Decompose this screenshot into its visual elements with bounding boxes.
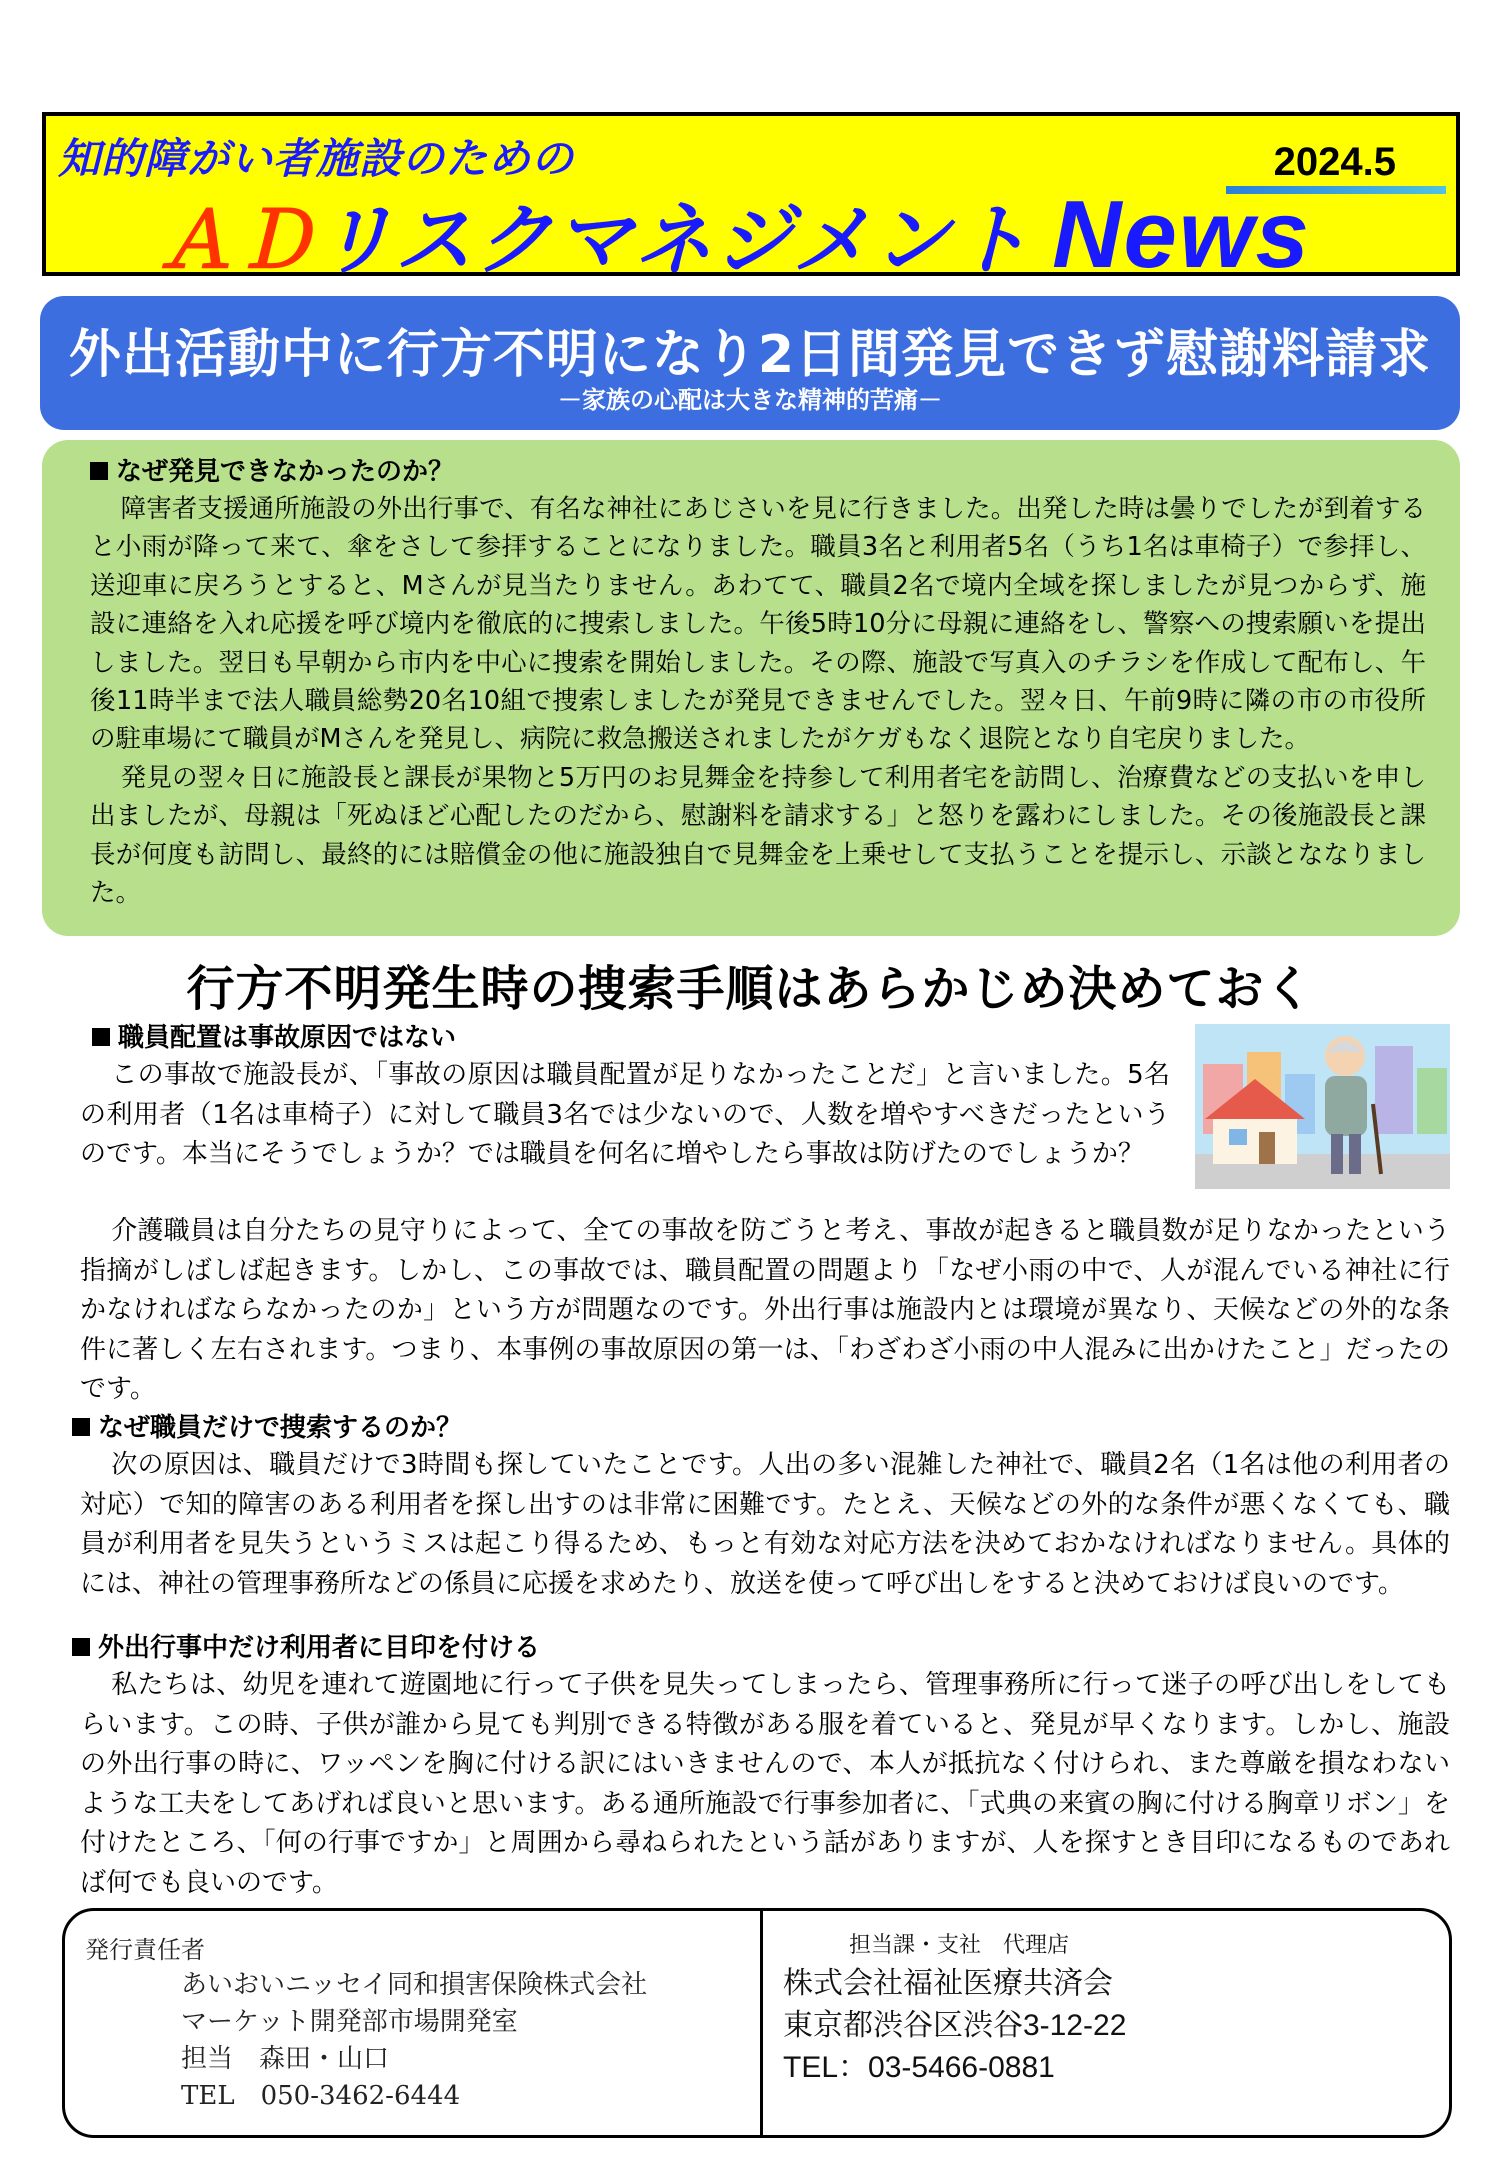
story-paragraph-1: 障害者支援通所施設の外出行事で、有名な神社にあじさいを見に行きました。出発した時は曇りでしたが到着すると小雨が降って来て、傘をさして参拝することになりました。職員3名と利用者5名（うち1名は車椅子）で参拝し、送迎車に戻ろうとすると、Mさんが見当たりません。あわてて、職員2名で境内全域を探しましたが見つからず、施設に連絡を入れ応援を呼び境内を徹底的に捜索しました。午後5時10分に母親に連絡をし、警察への捜索願いを提出しました。翌日も早朝から市内を中心に捜索を開始しました。その際、施設で写真入のチラシを作成して配布し、午後11時半まで法人職員総勢20名10組で捜索しましたが発見できませんでした。翌々日、午前9時に隣の市の市役所の駐車場にて職員がMさんを発見し、病院に救急搬送されましたがケガもなく退院となり自宅戻りました。	[90, 494, 1426, 755]
publisher-footer	[62, 1908, 1452, 2138]
section-marker	[80, 1630, 1450, 1904]
section-staffing-heading	[80, 1020, 1450, 1056]
incident-story-box	[42, 440, 1460, 936]
section-marker-heading-text: 外出行事中だけ利用者に目印を付ける	[98, 1633, 541, 1663]
section-search-paragraph: 次の原因は、職員だけで3時間も探していたことです。人出の多い混雑した神社で、職員2名（1名は他の利用者の対応）で知的障害のある利用者を探し出すのは非常に困難です。たとえ、天候などの外的な条件が悪くなくても、職員が利用者を見失うというミスは起こり得るため、もっと有効な対応方法を決めておかなければなりません。具体的には、神社の管理事務所などの係員に応援を求めたり、放送を使って呼び出しをすると決めておけば良いのです。	[80, 1450, 1450, 1599]
agency-address: 東京都渋谷区渋谷3-12-22	[783, 2009, 1127, 2042]
headline-subtitle: －家族の心配は大きな精神的苦痛－	[558, 386, 942, 414]
issue-date: 2024.5	[1273, 140, 1396, 184]
publisher-contact-persons: 担当 森田・山口	[181, 2044, 390, 2074]
section-staffing	[80, 1020, 1450, 1175]
story-heading	[90, 454, 1426, 490]
publisher-info	[85, 1933, 647, 2115]
publisher-department: マーケット開発部市場開発室	[181, 2007, 518, 2037]
agency-name: 株式会社福祉医療共済会	[783, 1967, 1113, 2000]
publisher-label: 発行責任者	[85, 1936, 205, 1964]
section-staffing-heading-text: 職員配置は事故原因ではない	[118, 1023, 457, 1053]
publisher-company: あいおいニッセイ同和損害保険株式会社	[181, 1970, 648, 2000]
publisher-phone: TEL 050-3462-6444	[181, 2081, 461, 2111]
bullet-square-icon	[72, 1638, 90, 1656]
section-marker-paragraph: 私たちは、幼児を連れて遊園地に行って子供を見失ってしまったら、管理事務所に行って迷子の呼び出しをしてもらいます。この時、子供が誰から見ても判別できる特徴がある服を着ていると、発見が早くなります。しかし、施設の外出行事の時に、ワッペンを胸に付ける訳にはいきませんので、本人が抵抗なく付けられ、また尊厳を損なわないような工夫をしてあげれば良いと思います。ある通所施設で行事参加者に、「式典の来賓の胸に付ける胸章リボン」を付けたところ、「何の行事ですか」と周囲から尋ねられたという話がありますが、人を探すとき目印になるものであれば何でも良いのです。	[80, 1670, 1450, 1898]
story-paragraph-2: 発見の翌々日に施設長と課長が果物と5万円のお見舞金を持参して利用者宅を訪問し、治療費などの支払いを申し出ましたが、母親は「死ぬほど心配したのだから、慰謝料を請求する」と怒りを露わにしました。その後施設長と課長が何度も訪問し、最終的には賠償金の他に施設独自で見舞金を上乗せして支払うことを提示し、示談とななりました。	[90, 762, 1426, 909]
bullet-square-icon	[72, 1418, 90, 1436]
bullet-square-icon	[92, 1028, 110, 1046]
masthead-title-risk-management: リスクマネジメント	[316, 196, 1033, 286]
section-staffing-paragraph-1: この事故で施設長が、「事故の原因は職員配置が足りなかったことだ」と言いました。5名の利用者（1名は車椅子）に対して職員3名では少ないので、人数を増やすべきだったというのです。本当にそうでしょうか？では職員を何名に増やしたら事故は防げたのでしょうか？	[80, 1060, 1170, 1170]
section-staffing-continued	[80, 1212, 1450, 1410]
masthead-title	[156, 178, 1311, 290]
headline-banner	[40, 296, 1460, 430]
masthead	[42, 112, 1460, 288]
story-heading-text: なぜ発見できなかったのか？	[116, 457, 455, 487]
masthead-title-news: News	[1052, 181, 1311, 288]
section-title: 行方不明発生時の捜索手順はあらかじめ決めておく	[186, 961, 1314, 1017]
section-marker-heading	[72, 1630, 1450, 1666]
agency-phone: TEL：03-5466-0881	[783, 2051, 1055, 2084]
masthead-subtitle: 知的障がい者施設のための	[58, 134, 575, 183]
section-staffing-paragraph-2: 介護職員は自分たちの見守りによって、全ての事故を防ごうと考え、事故が起きると職員数が足りなかったという指摘がしばしば起きます。しかし、この事故では、職員配置の問題より「なぜ小雨の中で、人が混んでいる神社に行かなければならなかったのか」という方が問題なのです。外出行事は施設内とは環境が異なり、天候などの外的な条件に著しく左右されます。つまり、本事例の事故原因の第一は、「わざわざ小雨の中人混みに出かけたこと」だったのです。	[80, 1216, 1450, 1405]
section-search-heading	[72, 1410, 1450, 1446]
agency-info	[783, 1929, 1126, 2089]
headline-title: 外出活動中に行方不明になり2日間発見できず慰謝料請求	[68, 325, 1432, 385]
section-search-heading-text: なぜ職員だけで捜索するのか？	[98, 1413, 463, 1443]
masthead-title-ad: ＡＤ	[156, 196, 317, 286]
footer-divider	[760, 1911, 763, 2135]
agency-label: 担当課・支社 代理店	[849, 1933, 1070, 1958]
bullet-square-icon	[90, 462, 108, 480]
section-search	[80, 1410, 1450, 1604]
